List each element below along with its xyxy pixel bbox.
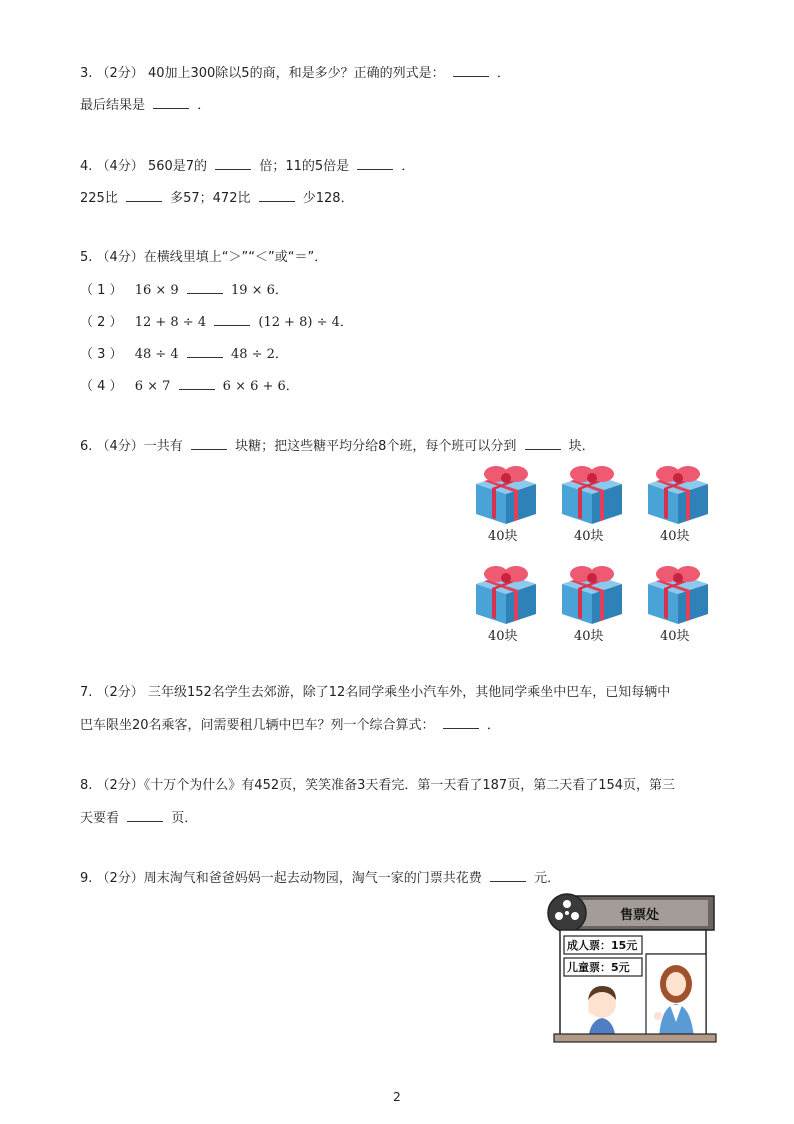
answer-blank[interactable] <box>191 437 227 450</box>
gift-boxes-illustration <box>470 462 720 652</box>
q5-item-4: （ 4 ） 6 × 7 6 × 6 + 6． <box>80 379 299 394</box>
answer-blank[interactable] <box>214 313 250 326</box>
answer-blank[interactable] <box>215 157 251 170</box>
answer-blank[interactable] <box>126 189 162 202</box>
q8-line-1: 8. （2分）《十万个为什么》有452页，笑笑准备3天看完．第一天看了187页，第二天看了154页，第三 <box>80 778 676 793</box>
gift-box-icon: 40块 <box>556 462 628 542</box>
q9-line: 9. （2分）周末淘气和爸爸妈妈一起去动物园，淘气一家的门票共花费 元． <box>80 871 561 886</box>
answer-blank[interactable] <box>443 716 479 729</box>
q4-line-1: 4. （4分） 560是7的 倍；11的5倍是 ． <box>80 159 415 174</box>
adult-ticket-price: 成人票：15元 <box>567 939 638 952</box>
answer-blank[interactable] <box>357 157 393 170</box>
child-ticket-price: 儿童票：5元 <box>567 961 630 974</box>
answer-blank[interactable] <box>187 281 223 294</box>
ticket-office-sign: 售票处 <box>620 908 660 923</box>
q5-item-1: （ 1 ） 16 × 9 19 × 6． <box>80 283 288 298</box>
q3-line-1: 3. （2分） 40加上300除以5的商，和是多少？正确的列式是： ． <box>80 66 510 81</box>
ticket-booth-illustration <box>546 892 718 1052</box>
q3-line-2: 最后结果是 ． <box>80 98 211 113</box>
q6-line: 6. （4分）一共有 块糖；把这些糖平均分给8个班，每个班可以分到 块． <box>80 439 595 454</box>
gift-box-icon: 40块 <box>642 562 714 642</box>
answer-blank[interactable] <box>525 437 561 450</box>
answer-blank[interactable] <box>187 345 223 358</box>
answer-blank[interactable] <box>153 96 189 109</box>
answer-blank[interactable] <box>179 377 215 390</box>
gift-box-icon: 40块 <box>642 462 714 542</box>
answer-blank[interactable] <box>127 809 163 822</box>
gift-box-icon: 40块 <box>470 562 542 642</box>
gift-box-icon: 40块 <box>556 562 628 642</box>
q7-line-1: 7. （2分） 三年级152名学生去郊游，除了12名同学乘坐小汽车外，其他同学乘坐中巴车，已知每辆中 <box>80 685 671 700</box>
page-number: 2 <box>393 1090 401 1104</box>
answer-blank[interactable] <box>453 64 489 77</box>
gift-box-icon: 40块 <box>470 462 542 542</box>
q7-line-2: 巴车限坐20名乘客，问需要租几辆中巴车？列一个综合算式： ． <box>80 718 500 733</box>
q5-item-2: （ 2 ） 12 + 8 ÷ 4 (12 + 8) ÷ 4． <box>80 315 353 330</box>
answer-blank[interactable] <box>490 869 526 882</box>
q4-line-2: 225比 多57；472比 少128． <box>80 191 354 206</box>
q5-title: 5. （4分）在横线里填上“＞”“＜”或“＝”． <box>80 250 328 265</box>
q8-line-2: 天要看 页． <box>80 811 198 826</box>
answer-blank[interactable] <box>259 189 295 202</box>
q5-item-3: （ 3 ） 48 ÷ 4 48 ÷ 2． <box>80 347 288 362</box>
